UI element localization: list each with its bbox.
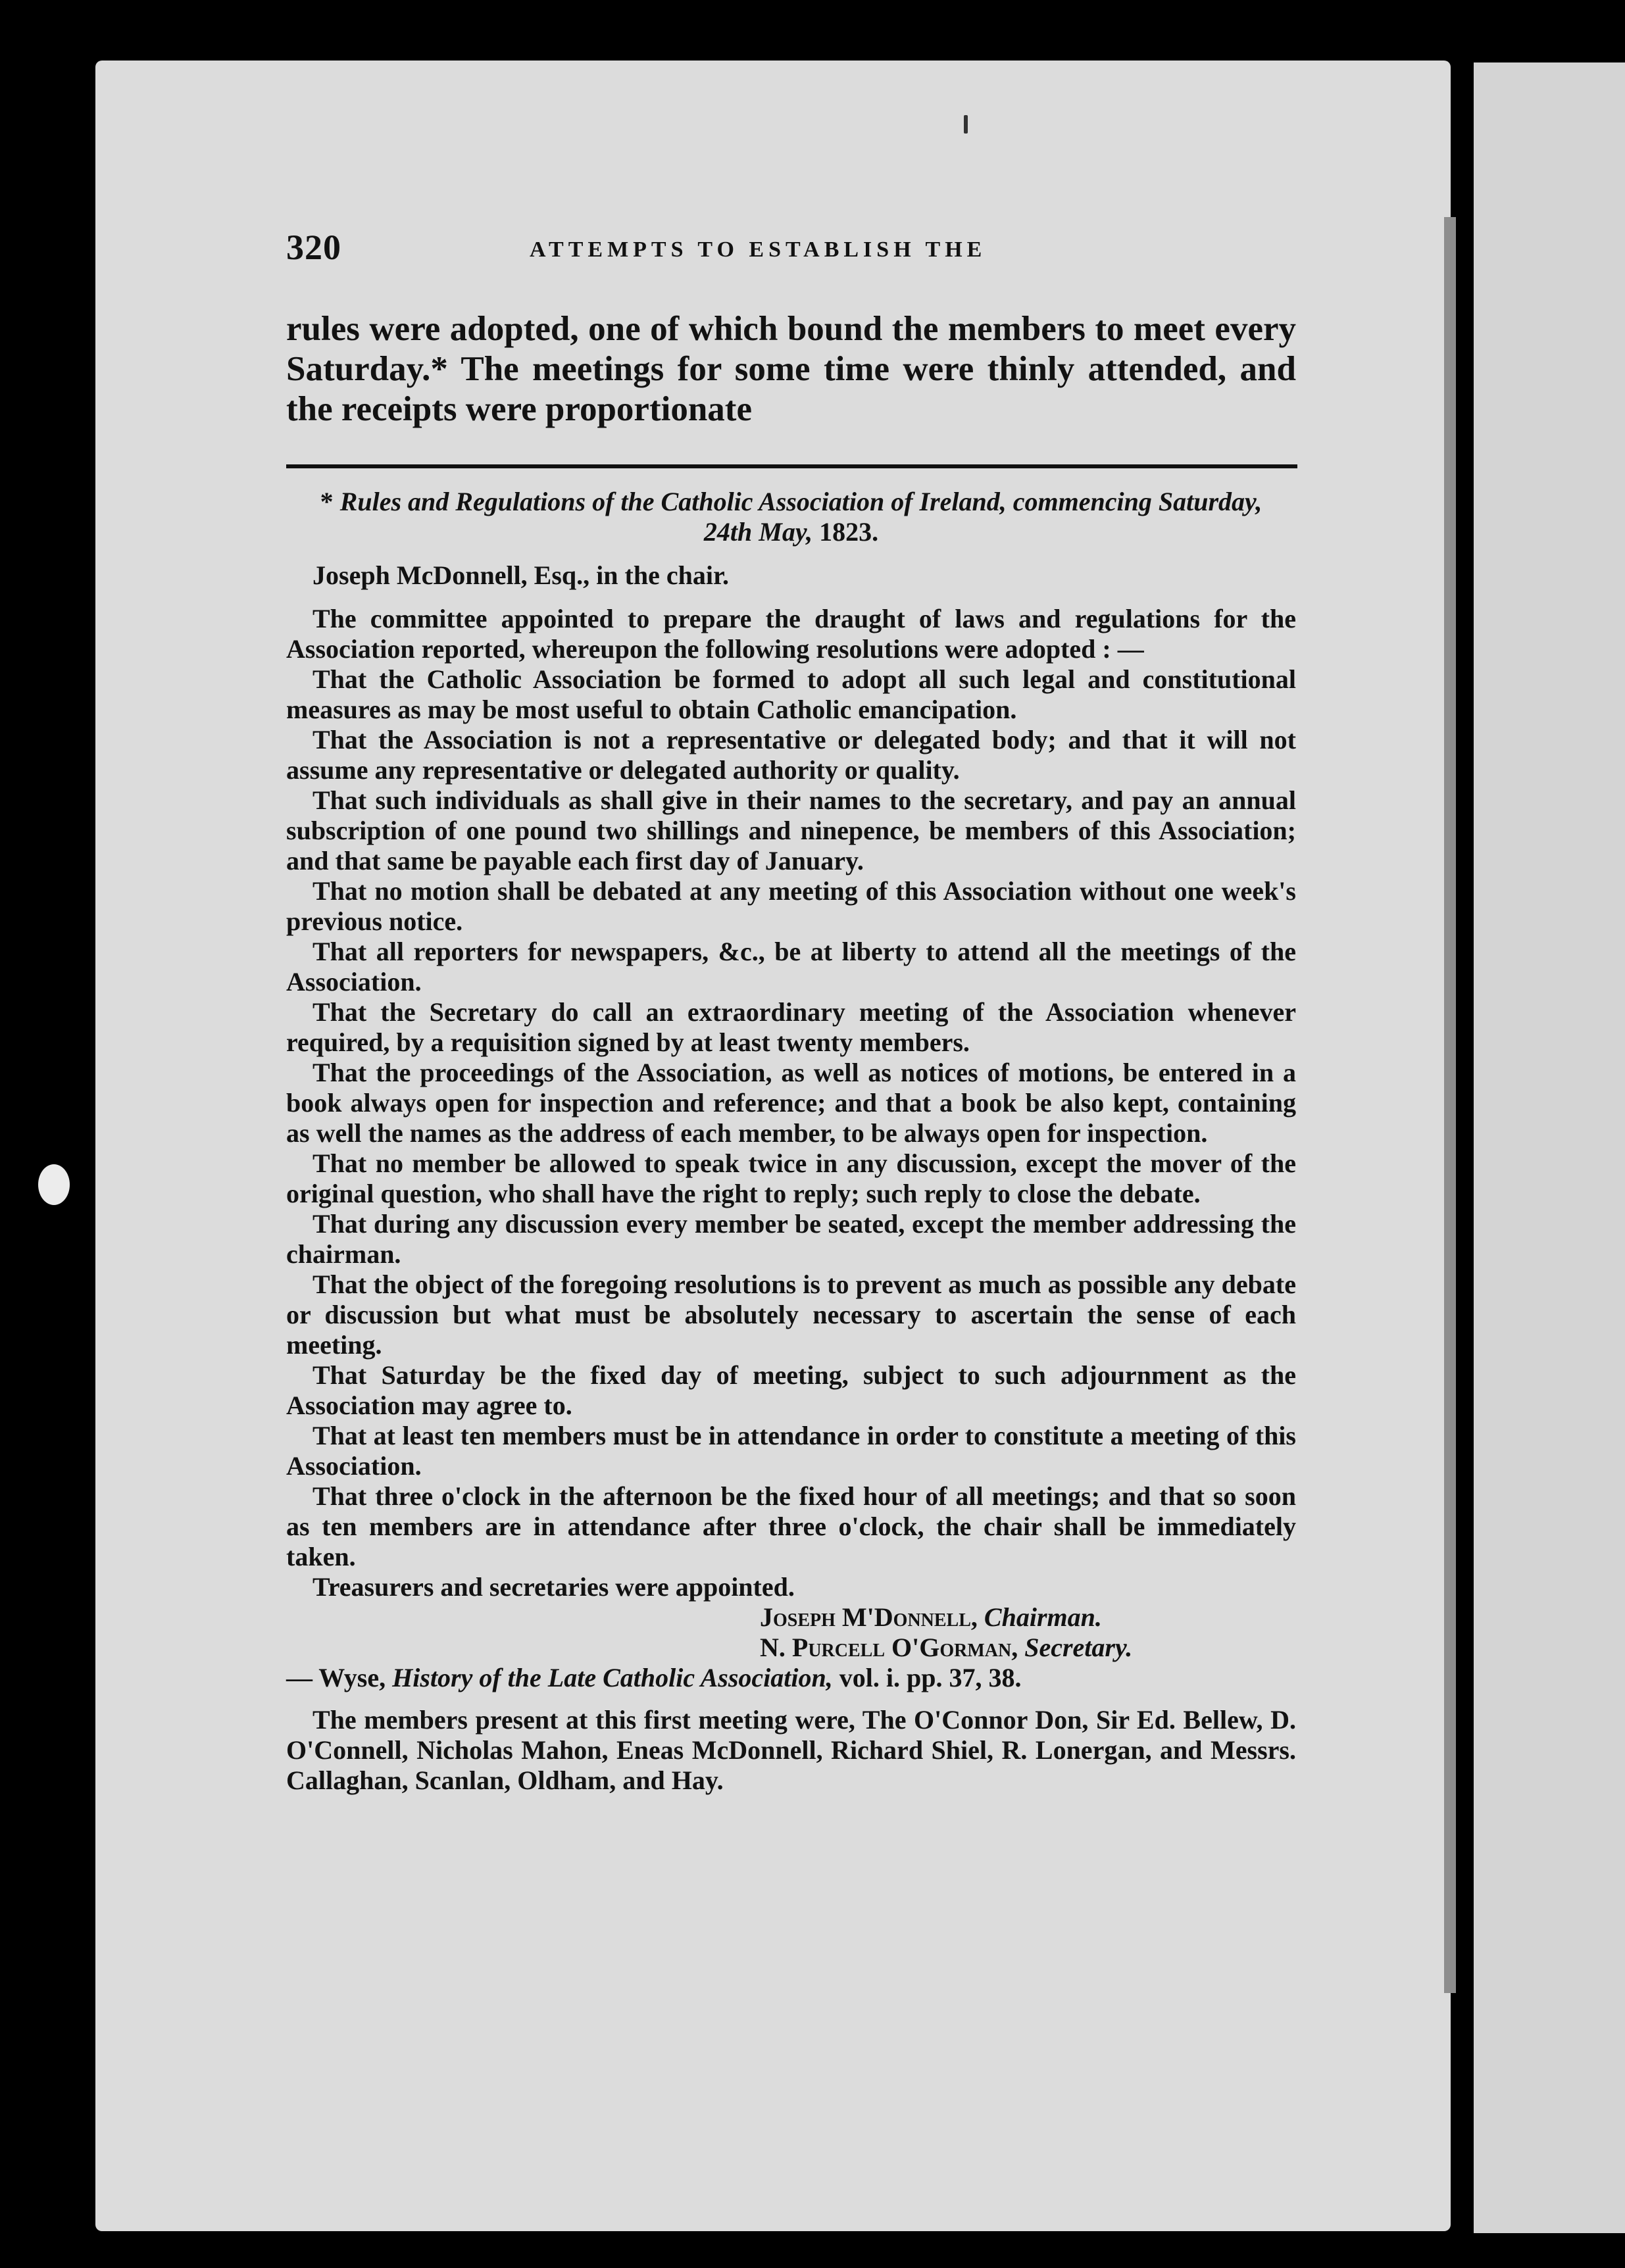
resolution: That the Secretary do call an extraordinary meeting of the Association whenever required, by a requisition signed by at least twenty members. (286, 997, 1296, 1057)
resolution: That Saturday be the fixed day of meeting, subject to such adjournment as the Association may agree to. (286, 1360, 1296, 1420)
resolution: That all reporters for newspapers, &c., be at liberty to attend all the meetings of the Association. (286, 937, 1296, 997)
signature-role: Chairman. (984, 1602, 1102, 1632)
resolution: That the object of the foregoing resolutions is to prevent as much as possible any debate or discussion but what must be absolutely necessary to ascertain the sense of each meeting. (286, 1270, 1296, 1360)
signature-chairman (286, 1602, 1296, 1633)
citation (286, 1663, 1296, 1693)
footnote-heading (286, 487, 1296, 547)
footnote-rule (286, 464, 1297, 468)
footnote (286, 487, 1296, 1796)
paper-blemish (964, 115, 968, 134)
footnote-heading-year: 1823. (819, 517, 879, 547)
resolution: That three o'clock in the afternoon be the fixed hour of all meetings; and that so soon as ten members are in attendance after three o'clock, the chair shall be immediately taken. (286, 1481, 1296, 1571)
page-header (286, 227, 1299, 280)
committee-intro: The committee appointed to prepare the draught of laws and regulations for the Association reported, whereupon the following resolutions were adopted : — (286, 604, 1296, 664)
resolution: That during any discussion every member be seated, except the member addressing the chairman. (286, 1209, 1296, 1269)
resolution: Treasurers and secretaries were appointed. (312, 1572, 795, 1602)
chair-line: Joseph McDonnell, Esq., in the chair. (312, 560, 730, 590)
body-text: rules were adopted, one of which bound the members to meet every Saturday.* The meetings for some time were thinly attended, and the receipts were proportionate (286, 310, 1296, 428)
facing-page-edge (1474, 62, 1625, 2233)
citation-title: History of the Late Catholic Association, (392, 1663, 833, 1692)
resolution: That such individuals as shall give in their names to the secretary, and pay an annual subscription of one pound two shillings and ninepence, be members of this Association; and that same be payable each first day of January. (286, 785, 1296, 875)
page-gutter (1444, 217, 1456, 1993)
signature-name: N. Purcell O'Gorman, (760, 1633, 1018, 1662)
signature-role: Secretary. (1024, 1633, 1133, 1662)
resolution: That at least ten members must be in attendance in order to constitute a meeting of this Association. (286, 1421, 1296, 1481)
resolution: That no motion shall be debated at any meeting of this Association without one week's previous notice. (286, 876, 1296, 936)
page-number: 320 (286, 228, 341, 267)
citation-author: — Wyse, (286, 1663, 386, 1692)
resolution: That the Catholic Association be formed to adopt all such legal and constitutional measures as may be most useful to obtain Catholic emancipation. (286, 664, 1296, 724)
footnote-heading-title: Rules and Regulations of the Catholic Association of Ireland, commencing Saturday, 24th May, (339, 487, 1262, 547)
paper-blemish (38, 1164, 70, 1205)
resolutions-list (286, 664, 1296, 1602)
signature-secretary (286, 1633, 1296, 1663)
citation-pages: vol. i. pp. 37, 38. (839, 1663, 1022, 1692)
signature-name: Joseph M'Donnell, (760, 1602, 978, 1632)
running-head: ATTEMPTS TO ESTABLISH THE (530, 237, 987, 262)
members-present: The members present at this first meeting were, The O'Connor Don, Sir Ed. Bellew, D. O'Connell, Nicholas Mahon, Eneas McDonnell, Richard Shiel, R. Lonergan, and Messrs. Callaghan, Scanlan, Oldham, and Hay. (286, 1705, 1296, 1795)
resolution: That no member be allowed to speak twice in any discussion, except the mover of the original question, who shall have the right to reply; such reply to close the debate. (286, 1148, 1296, 1208)
footnote-marker: * (320, 487, 334, 516)
resolution: That the proceedings of the Association, as well as notices of motions, be entered in a book always open for inspection and reference; and that a book be also kept, containing as well the names as the address of each member, to be always open for inspection. (286, 1058, 1296, 1148)
resolution: That the Association is not a representative or delegated body; and that it will not assume any representative or delegated authority or quality. (286, 725, 1296, 785)
